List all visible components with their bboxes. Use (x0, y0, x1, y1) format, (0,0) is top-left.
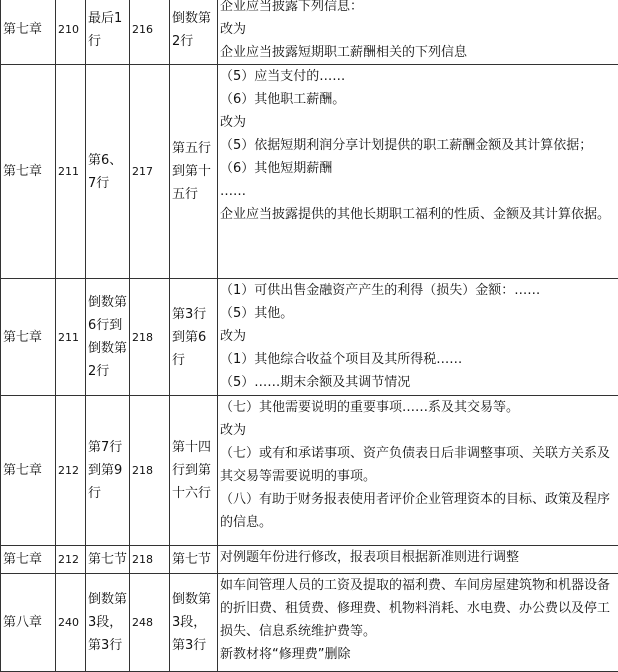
errata-table-body (1, 0, 618, 672)
content-cell (218, 546, 618, 574)
old-page-cell: 211 (56, 279, 86, 396)
old-page-cell: 211 (56, 65, 86, 279)
table-row (1, 0, 618, 65)
content-line: （5）……期末余额及其调节情况 (220, 371, 616, 394)
new-page-cell: 218 (130, 279, 170, 396)
content-line: 改为 (220, 325, 616, 348)
content-line: （1）其他综合收益个项目及其所得税…… (220, 348, 616, 371)
content-cell (218, 65, 618, 279)
table-row (1, 396, 618, 546)
new-position-cell: 第十四行到第十六行 (170, 396, 218, 546)
old-position-cell: 倒数第6行到倒数第2行 (86, 279, 130, 396)
old-page-cell: 212 (56, 396, 86, 546)
table-row (1, 546, 618, 574)
chapter-cell: 第七章 (1, 546, 56, 574)
content-cell (218, 279, 618, 396)
content-cell (218, 574, 618, 672)
content-cell (218, 396, 618, 546)
old-position-cell: 第7行到第9行 (86, 396, 130, 546)
old-position-cell: 第6、7行 (86, 65, 130, 279)
content-line: （八）有助于财务报表使用者评价企业管理资本的目标、政策及程序的信息。 (220, 488, 616, 534)
chapter-cell: 第七章 (1, 65, 56, 279)
content-line: （七）或有和承诺事项、资产负债表日后非调整事项、关联方关系及其交易等需要说明的事项。 (220, 442, 616, 488)
content-line: （5）其他。 (220, 302, 616, 325)
content-line: 改为 (220, 419, 616, 442)
content-line: 企业应当披露短期职工薪酬相关的下列信息 (220, 41, 616, 64)
content-line: 企业应当披露提供的其他长期职工福利的性质、金额及其计算依据。 (220, 203, 616, 226)
content-line: （6）其他短期薪酬 (220, 157, 616, 180)
old-position-cell: 倒数第3段，第3行 (86, 574, 130, 672)
new-page-cell: 216 (130, 0, 170, 65)
chapter-cell: 第七章 (1, 279, 56, 396)
content-line: 改为 (220, 111, 616, 134)
old-position-cell: 最后1行 (86, 0, 130, 65)
content-line: （6）其他职工薪酬。 (220, 88, 616, 111)
content-line: 对例题年份进行修改，报表项目根据新准则进行调整 (220, 546, 616, 569)
old-position-cell: 第七节 (86, 546, 130, 574)
old-page-cell: 210 (56, 0, 86, 65)
new-page-cell: 217 (130, 65, 170, 279)
old-page-cell: 240 (56, 574, 86, 672)
new-page-cell: 218 (130, 546, 170, 574)
new-page-cell: 248 (130, 574, 170, 672)
content-line: 新教材将“修理费”删除 (220, 643, 616, 666)
new-position-cell: 第3行到第6行 (170, 279, 218, 396)
content-line: …… (220, 180, 616, 203)
table-row (1, 65, 618, 279)
new-position-cell: 第五行到第十五行 (170, 65, 218, 279)
chapter-cell: 第七章 (1, 396, 56, 546)
content-line: （5）应当支付的…… (220, 65, 616, 88)
content-line: （七）其他需要说明的重要事项……系及其交易等。 (220, 396, 616, 419)
old-page-cell: 212 (56, 546, 86, 574)
content-line: 如车间管理人员的工资及提取的福利费、车间房屋建筑物和机器设备的折旧费、租赁费、修理费、机物料消耗、水电费、办公费以及停工损失、信息系统维护费等。 (220, 574, 616, 643)
table-row (1, 279, 618, 396)
new-position-cell: 第七节 (170, 546, 218, 574)
content-line: 改为 (220, 18, 616, 41)
content-line: 企业应当披露下列信息： (220, 0, 616, 18)
table-row (1, 574, 618, 672)
chapter-cell: 第七章 (1, 0, 56, 65)
new-position-cell: 倒数第2行 (170, 0, 218, 65)
content-cell (218, 0, 618, 65)
new-page-cell: 218 (130, 396, 170, 546)
content-line: （5）依据短期利润分享计划提供的职工薪酬金额及其计算依据； (220, 134, 616, 157)
content-line: （1）可供出售金融资产产生的利得（损失）金额：…… (220, 279, 616, 302)
new-position-cell: 倒数第3段，第3行 (170, 574, 218, 672)
chapter-cell: 第八章 (1, 574, 56, 672)
